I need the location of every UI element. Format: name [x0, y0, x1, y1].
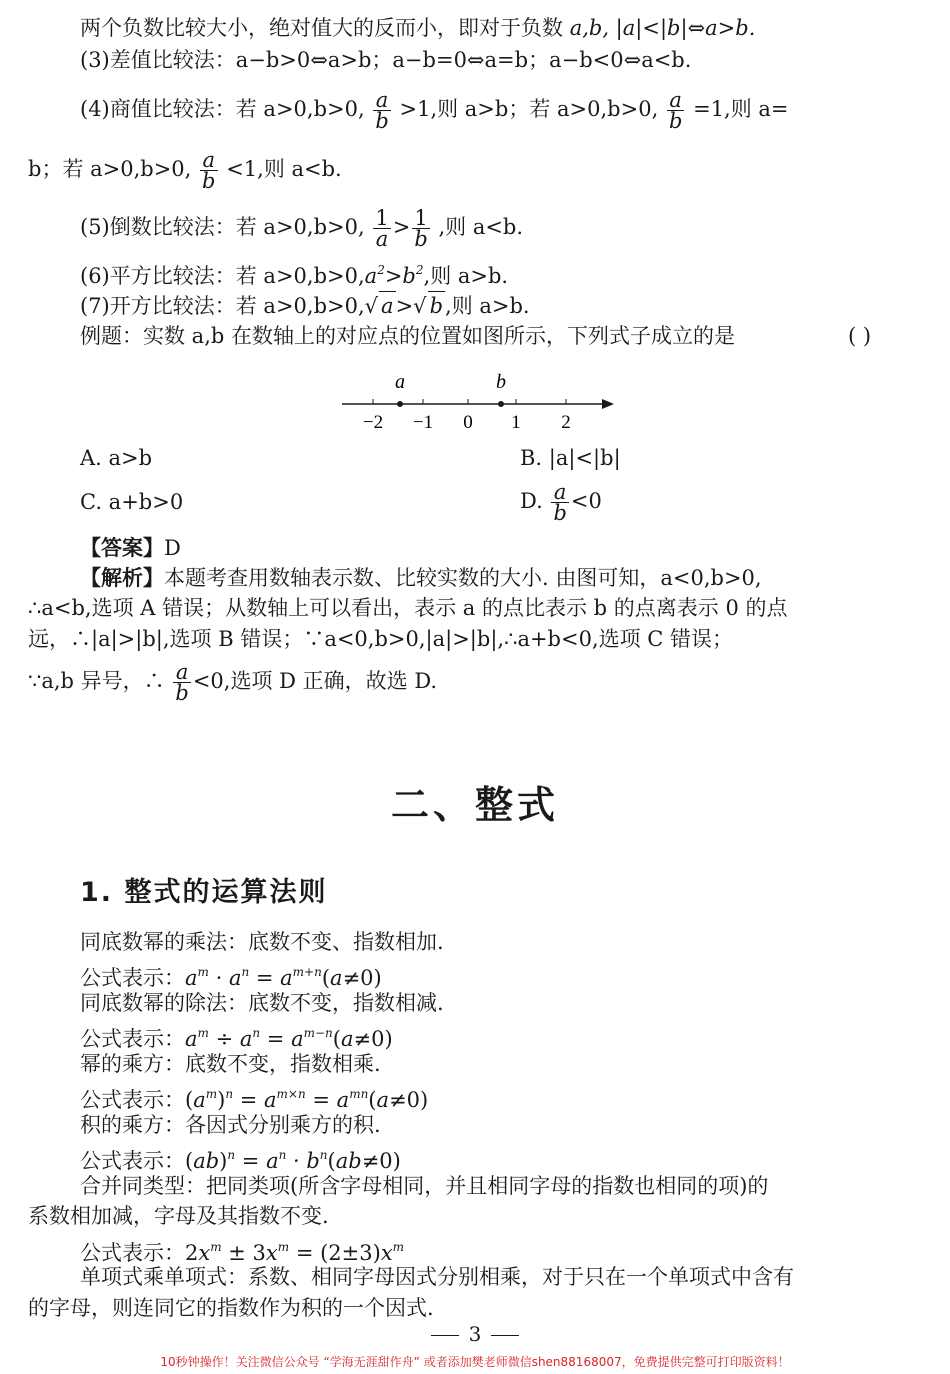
- fraction-1-over-b: $\frac{1}{b}$: [414, 206, 428, 251]
- rule-line: 积的乘方：各因式分别乘方的积.: [80, 1113, 381, 1137]
- tick-label: 0: [463, 412, 473, 433]
- analysis-line: 【解析】本题考查用数轴表示数、比较实数的大小. 由图可知，a<0,b>0,: [80, 565, 762, 590]
- formula-line: 公式表示：$a^m \cdot a^n = a^{m+n}(a\ne 0)$: [80, 965, 382, 990]
- rule-line: 同底数幂的乘法：底数不变、指数相加.: [80, 930, 444, 954]
- option-c: C. a+b>0: [80, 490, 184, 514]
- fraction-1-over-a: $\frac{1}{a}$: [375, 206, 389, 251]
- tick-label: −2: [362, 412, 384, 433]
- text-line: (4)商值比较法：若 a>0,b>0, $\frac{a}{b}$ >1,则 a>b；若 a>0,b>0, $\frac{a}{b}$ =1,则 a=: [80, 88, 789, 133]
- answer-line: 【答案】D: [80, 535, 181, 560]
- text-line: (6)平方比较法：若 $a>0,b>0,a^2>b^2$,则 a>b.: [80, 263, 509, 288]
- point-b: [498, 401, 504, 407]
- analysis-line: ∴a<b,选项 A 错误；从数轴上可以看出，表示 a 的点比表示 b 的点离表示 0 的点: [28, 596, 788, 620]
- rule-line: 单项式乘单项式：系数、相同字母因式分别相乘，对于只在一个单项式中含有: [80, 1265, 794, 1289]
- formula-line: 公式表示：$a^m \div a^n = a^{m-n}(a\ne 0)$: [80, 1026, 393, 1051]
- fraction-a-over-b: $\frac{a}{b}$: [668, 88, 683, 133]
- option-b: B. |a|<|b|: [520, 446, 621, 470]
- label-b: b: [496, 371, 506, 393]
- example-question: 例题：实数 a,b 在数轴上的对应点的位置如图所示，下列式子成立的是: [80, 324, 735, 348]
- text-line: (3)差值比较法：a−b>0⇔a>b；a−b=0⇔a=b；a−b<0⇔a<b.: [80, 48, 692, 72]
- point-a: [397, 401, 403, 407]
- formula-line: 公式表示：$(a^m)^n = a^{m\times n} = a^{mn}(a\ne 0)$: [80, 1087, 429, 1112]
- subsection-title: 1. 整式的运算法则: [80, 877, 328, 908]
- number-line-figure: [330, 366, 630, 436]
- tick-label: 1: [511, 412, 521, 433]
- text-line: (5)倒数比较法：若 a>0,b>0, $\frac{1}{a}$ > $\frac{1}{b}$ ,则 a<b.: [80, 206, 524, 251]
- text-line: b；若 a>0,b>0, $\frac{a}{b}$ <1,则 a<b.: [28, 148, 342, 193]
- tick-label: −1: [412, 412, 434, 433]
- rule-line: 合并同类型：把同类项(所含字母相同，并且相同字母的指数也相同的项)的: [80, 1174, 769, 1198]
- arrow-head-icon: [602, 399, 614, 409]
- promo-footer: 10秒钟操作！关注微信公众号 “学海无涯甜作舟” 或者添加樊老师微信shen88168007，免费提供完整可打印版资料！: [160, 1355, 790, 1369]
- option-d: D. $\frac{a}{b}$ <0: [520, 480, 602, 525]
- rule-line: 系数相加减，字母及其指数不变.: [28, 1204, 329, 1228]
- formula-line: 公式表示：$2x^m \pm 3x^m = (2\pm 3)x^m$: [80, 1240, 405, 1265]
- fraction-a-over-b: $\frac{a}{b}$: [202, 148, 216, 193]
- section-title: 二、整式: [390, 783, 559, 827]
- formula-line: 公式表示：$(ab)^n = a^n \cdot b^n(ab\ne 0)$: [80, 1148, 401, 1173]
- answer-blank: ( ): [848, 324, 872, 348]
- analysis-line: 远，∴|a|>|b|,选项 B 错误；∵a<0,b>0,|a|>|b|,∴a+b<0,选项 C 错误；: [28, 627, 734, 651]
- text-line: (7)开方比较法：若 a>0,b>0,√ a>√ b,则 a>b.: [80, 291, 530, 320]
- fraction-a-over-b: $\frac{a}{b}$: [375, 88, 389, 133]
- text-line: 两个负数比较大小，绝对值大的反而小，即对于负数 a,b, |a|<|b|⇔a>b.: [80, 16, 756, 40]
- rule-line: 的字母，则连同它的指数作为积的一个因式.: [28, 1296, 434, 1320]
- analysis-line: ∵a,b 异号，∴ $\frac{a}{b}$ <0,选项 D 正确，故选 D.: [28, 660, 438, 705]
- label-a: a: [395, 371, 405, 393]
- option-a: A. a>b: [80, 446, 153, 470]
- rule-line: 幂的乘方：底数不变，指数相乘.: [80, 1052, 381, 1076]
- tick-label: 2: [561, 412, 571, 433]
- page-number: 3: [0, 1322, 950, 1346]
- rule-line: 同底数幂的除法：底数不变，指数相减.: [80, 991, 444, 1015]
